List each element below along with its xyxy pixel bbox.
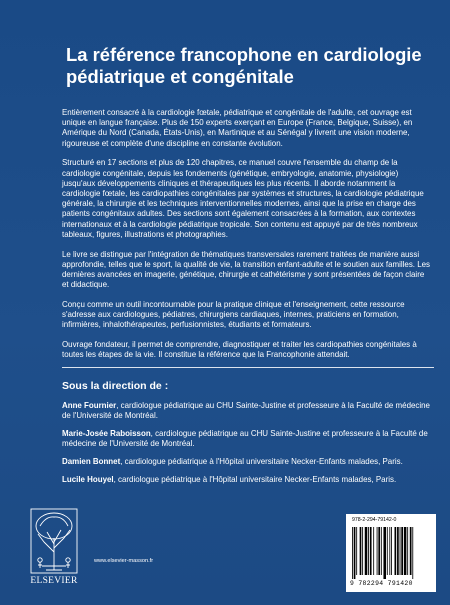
barcode-bar xyxy=(410,527,412,575)
paragraph: Ouvrage fondateur, il permet de comprendre, diagnostiquer et traiter les cardiopathies congénitales à toutes les étapes de la vie. Il constitue la référence que la Francophonie attendait. xyxy=(62,340,417,360)
editor-name: Anne Fournier xyxy=(62,401,117,410)
barcode-bar xyxy=(407,527,408,575)
barcode-bar xyxy=(412,527,413,579)
barcode-bar xyxy=(389,527,390,575)
barcode-bar xyxy=(397,527,399,575)
barcode-bar xyxy=(354,527,356,579)
paragraph: Le livre se distingue par l'intégration de thématiques transversales rarement traitées de manière aussi approfondie, telles que le sport, la qualité de vie, la transition enfant-adulte et le soutien aux familles. Les dernières avancées en imagerie, génétique, chirurgie et cathétérisme y sont présentées de façon claire et didactique. xyxy=(62,249,430,290)
barcode-bar xyxy=(381,527,382,575)
editors-section xyxy=(62,380,432,492)
editor-entry xyxy=(62,429,432,449)
barcode-bar xyxy=(400,527,401,575)
editor-entry xyxy=(62,457,432,467)
barcode-bar xyxy=(383,527,386,579)
paragraph: Conçu comme un outil incontournable pour la pratique clinique et l'enseignement, cette ressource s'adresse aux cardiologues, pédiatres, chirurgiens cardiaques, internes, praticiens en formation, infirmières, inhalothérapeutes, perfusionnistes, étudiants et formateurs. xyxy=(62,300,405,330)
barcode-bar xyxy=(377,527,378,575)
editor-entry xyxy=(62,401,432,421)
paragraph: Structuré en 17 sections et plus de 120 chapitres, ce manuel couvre l'ensemble du champ de la cardiologie congénitale, depuis les fondements (génétique, embryologie, anatomie, physiologie) jusqu'aux développements cliniques et thérapeutiques les plus récents. Il aborde notamment la cardiologie fœtale, les cardiopathies congénitales par systèmes et structures, la cardiologie pédiatrique générale, la chirurgie et les techniques interventionnelles modernes, ainsi que la prise en charge des patients congénitaux adultes. Des sections sont également consacrées à la formation, aux contextes internationaux et à la cardiologie pédiatrique tropicale. Son contenu est appuyé par de très nombreux tableaux, figures, illustrations et photographies. xyxy=(62,158,424,239)
isbn-barcode xyxy=(346,514,436,592)
isbn-label: 978-2-294-79142-0 xyxy=(352,517,397,523)
divider xyxy=(62,367,434,368)
barcode-bar xyxy=(404,527,407,575)
editor-name: Marie-Josée Raboisson xyxy=(62,428,151,438)
barcode-bar xyxy=(391,527,392,575)
editors-heading: Sous la direction de : xyxy=(62,380,169,392)
editor-description: , cardiologue pédiatrique au CHU Sainte-Justine et professeure à la Faculté de médecine de l'Université de Montréal. xyxy=(62,401,430,421)
barcode-bar xyxy=(378,527,380,575)
barcode-bar xyxy=(365,527,368,575)
editor-description: , cardiologue pédiatrique à l'Hôpital universitaire Necker-Enfants malades, Paris. xyxy=(120,456,403,466)
barcode-bar xyxy=(370,527,372,575)
barcode-bar xyxy=(356,527,357,575)
editor-entry xyxy=(62,475,432,485)
barcode-digits: 9 782294 791420 xyxy=(350,580,413,587)
barcode-bar xyxy=(387,527,388,575)
editor-name: Damien Bonnet xyxy=(62,456,121,466)
editor-name: Lucile Houyel xyxy=(62,474,114,484)
publisher-name: ELSEVIER xyxy=(30,576,78,586)
barcode-bar xyxy=(362,527,363,575)
barcode-icon xyxy=(350,527,432,579)
publisher-url[interactable]: www.elsevier-masson.fr xyxy=(94,558,154,564)
editor-description: , cardiologue pédiatrique à l'Hôpital universitaire Necker-Enfants malades, Paris. xyxy=(113,474,397,484)
barcode-bar xyxy=(401,527,403,575)
elsevier-tree-logo-icon xyxy=(30,508,78,576)
barcode-bar xyxy=(360,527,362,575)
editor-description: , cardiologue pédiatrique au CHU Sainte-Justine et professeure à la Faculté de médecine de l'Université de Montréal. xyxy=(62,428,428,449)
description-text xyxy=(62,108,432,370)
barcode-bar xyxy=(352,527,353,579)
paragraph: Entièrement consacré à la cardiologie fœtale, pédiatrique et congénitale de l'adulte, cet ouvrage est unique en langue française. Plus de 150 experts exerçant en Europe (France, Belgique, Suisse), en Amérique du Nord (Canada, États-Unis), en Martinique et au Sénégal y livrent une vision moderne, rigoureuse et complète d'une discipline en constante évolution. xyxy=(62,108,413,148)
barcode-bar xyxy=(368,527,369,575)
barcode-bar xyxy=(373,527,374,575)
barcode-bar xyxy=(395,527,397,575)
cover-title: La référence francophone en cardiologie pédiatrique et congénitale xyxy=(66,44,422,87)
